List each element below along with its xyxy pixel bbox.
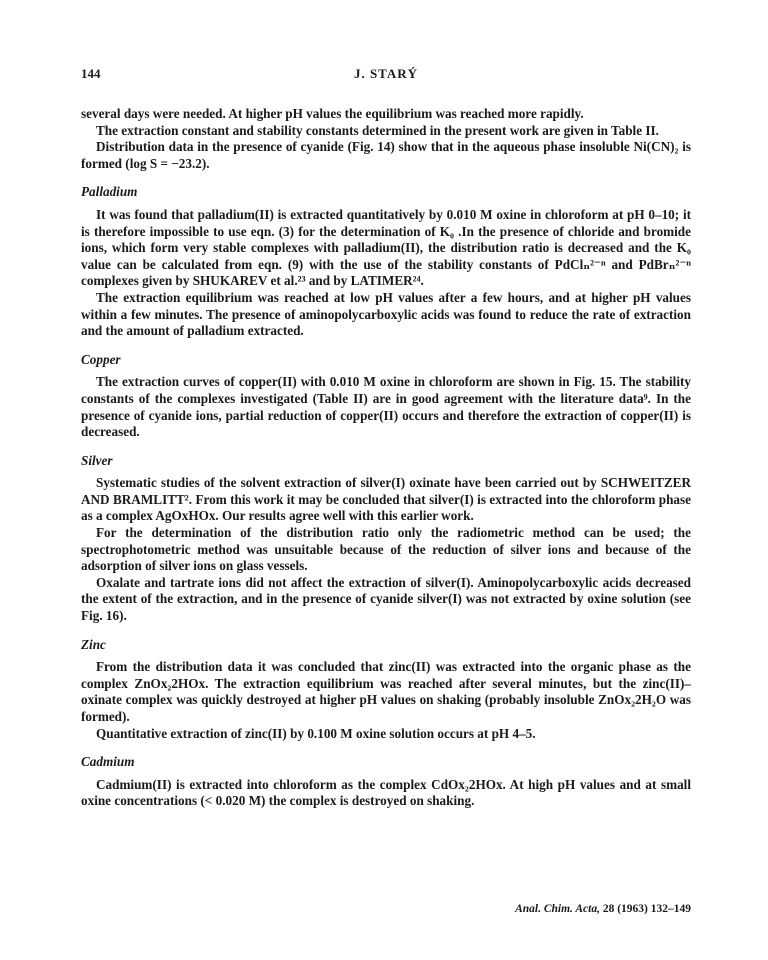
silver-paragraph-3: Oxalate and tartrate ions did not affect the extraction of silver(I). Aminopolycarboxylic acids decreased the extent of the extraction, and in the presence of cyanide silver(I) was not extracted by oxine solution (see Fig. 16). xyxy=(81,574,691,624)
silver-paragraph-2: For the determination of the distribution ratio only the radiometric method can be used; the spectrophotometric method was unsuitable because of the reduction of silver ions and because of the adsorption of silver ions on glass vessels. xyxy=(81,525,691,574)
page-header xyxy=(81,66,691,86)
section-title-silver: Silver xyxy=(81,452,113,468)
page-footer xyxy=(515,903,691,915)
silver-paragraph-1: Systematic studies of the solvent extraction of silver(I) oxinate have been carried out by SCHWEITZER AND BRAMLITT². From this work it may be concluded that silver(I) is extracted into the chloroform phase as a complex AgOxHOx. Our results agree well with this earlier work. xyxy=(81,475,691,524)
cadmium-paragraph-1: Cadmium(II) is extracted into chloroform as the complex CdOx₂2HOx. At high pH values and at small oxine concentrations (< 0.020 M) the complex is destroyed on shaking. xyxy=(81,776,691,809)
journal-name: Anal. Chim. Acta, xyxy=(515,903,600,915)
journal-citation: 28 (1963) 132–149 xyxy=(602,903,691,915)
section-title-cadmium: Cadmium xyxy=(81,754,135,770)
copper-paragraph-1: The extraction curves of copper(II) with 0.010 M oxine in chloroform are shown in Fig. 15. The stability constants of the complexes investigated (Table II) are in good agreement with the literature data⁹. In the presence of cyanide ions, partial reduction of copper(II) occurs and therefore the extraction of copper(II) is decreased. xyxy=(81,374,691,440)
body-text xyxy=(81,106,691,810)
section-title-zinc: Zinc xyxy=(81,636,106,652)
section-title-copper: Copper xyxy=(81,351,121,367)
intro-paragraph-3: Distribution data in the presence of cyanide (Fig. 14) show that in the aqueous phase insoluble Ni(CN)₂ is formed (log S = −23.2). xyxy=(81,139,691,171)
zinc-paragraph-1: From the distribution data it was concluded that zinc(II) was extracted into the organic phase as the complex ZnOx₂2HOx. The extraction equilibrium was reached after several minutes, but the zinc(II)–oxinate complex was quickly destroyed at higher pH values on shaking (probably insoluble ZnOx₂2H₂O was formed). xyxy=(81,659,691,724)
section-title-palladium: Palladium xyxy=(81,184,138,200)
intro-paragraph-2: The extraction constant and stability constants determined in the present work are given in Table II. xyxy=(96,122,659,138)
running-head-author: J. STARÝ xyxy=(353,66,419,81)
zinc-paragraph-2: Quantitative extraction of zinc(II) by 0.100 M oxine solution occurs at pH 4–5. xyxy=(96,725,536,741)
palladium-paragraph-1: It was found that palladium(II) is extracted quantitatively by 0.010 M oxine in chloroform at pH 0–10; it is therefore impossible to use eqn. (3) for the determination of K₀ .In the presence of chloride and bromide ions, which form very stable complexes with palladium(II), the distribution ratio is decreased and the K₀ value can be calculated from eqn. (9) with the use of the stability constants of PdClₙ²⁻ⁿ and PdBrₙ²⁻ⁿ complexes given by SHUKAREV et al.²³ and by LATIMER²⁴. xyxy=(81,206,691,289)
intro-paragraph-1: several days were needed. At higher pH values the equilibrium was reached more rapidly. xyxy=(81,106,584,121)
palladium-paragraph-2: The extraction equilibrium was reached at low pH values after a few hours, and at higher pH values within a few minutes. The presence of aminopolycarboxylic acids was found to reduce the rate of extraction and the amount of palladium extracted. xyxy=(81,289,691,339)
page-number: 144 xyxy=(81,66,101,81)
